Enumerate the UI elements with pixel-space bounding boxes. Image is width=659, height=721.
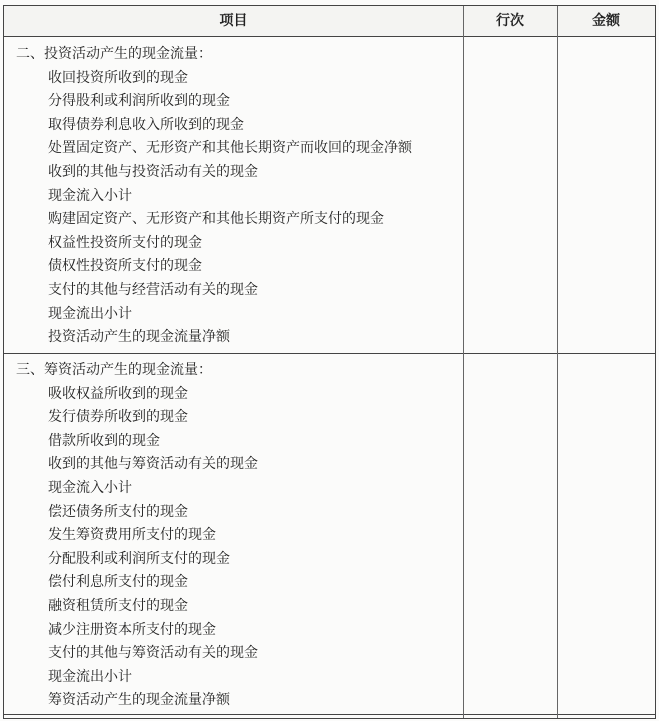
table-row: 处置固定资产、无形资产和其他长期资产而收回的现金净额 bbox=[48, 140, 412, 157]
table-row: 分得股利或利润所收到的现金 bbox=[48, 93, 230, 110]
table-row: 支付的其他与筹资活动有关的现金 bbox=[48, 645, 258, 662]
table-row: 债权性投资所支付的现金 bbox=[48, 258, 202, 275]
header-line-number: 行次 bbox=[496, 13, 524, 29]
section-heading-investing: 二、投资活动产生的现金流量： bbox=[16, 46, 212, 62]
cash-flow-table bbox=[3, 5, 656, 719]
table-row: 收到的其他与筹资活动有关的现金 bbox=[48, 456, 258, 473]
table-row: 吸收权益所收到的现金 bbox=[48, 385, 188, 402]
column-divider-1 bbox=[463, 6, 464, 718]
table-row: 发行债券所收到的现金 bbox=[48, 409, 188, 426]
table-row: 现金流入小计 bbox=[48, 480, 132, 496]
table-row: 现金流入小计 bbox=[48, 187, 132, 204]
table-row: 分配股利或利润所支付的现金 bbox=[48, 550, 230, 567]
table-row: 投资活动产生的现金流量净额 bbox=[48, 329, 230, 346]
table-row: 收到的其他与投资活动有关的现金 bbox=[48, 164, 258, 180]
table-row: 融资租赁所支付的现金 bbox=[48, 598, 188, 614]
table-row: 购建固定资产、无形资产和其他长期资产所支付的现金 bbox=[48, 211, 384, 228]
table-row: 现金流出小计 bbox=[48, 668, 132, 685]
table-row: 借款所收到的现金 bbox=[48, 432, 160, 449]
table-row: 发生筹资费用所支付的现金 bbox=[48, 527, 216, 544]
table-row: 支付的其他与经营活动有关的现金 bbox=[48, 282, 258, 298]
table-row: 偿还债务所支付的现金 bbox=[48, 503, 188, 520]
table-row: 现金流出小计 bbox=[48, 305, 132, 322]
table-row: 减少注册资本所支付的现金 bbox=[48, 621, 216, 638]
header-item: 项目 bbox=[219, 13, 248, 29]
section-heading-financing: 三、筹资活动产生的现金流量： bbox=[16, 362, 212, 378]
column-divider-2 bbox=[557, 6, 558, 718]
table-row: 收回投资所收到的现金 bbox=[48, 69, 188, 86]
table-row: 取得债券利息收入所收到的现金 bbox=[48, 116, 244, 133]
table-row: 权益性投资所支付的现金 bbox=[48, 234, 202, 251]
table-row: 筹资活动产生的现金流量净额 bbox=[48, 692, 230, 709]
table-row: 偿付利息所支付的现金 bbox=[48, 574, 188, 591]
header-amount: 金额 bbox=[592, 13, 620, 29]
